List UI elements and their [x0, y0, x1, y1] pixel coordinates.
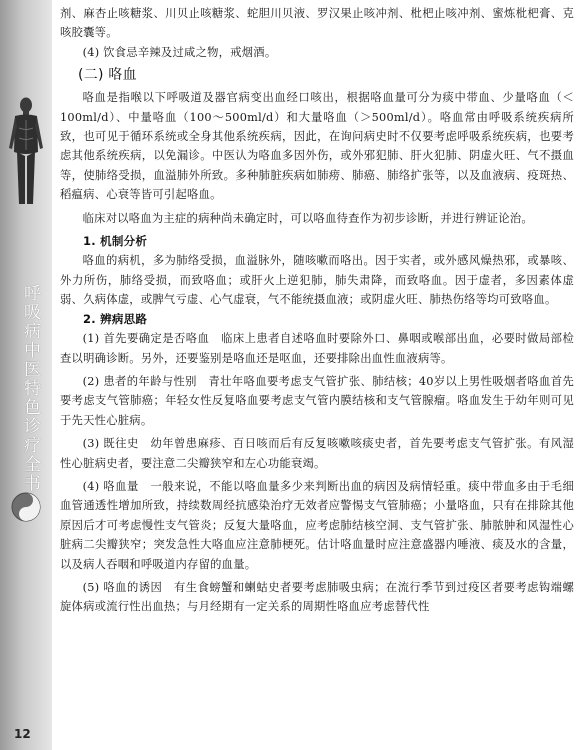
- book-title: 呼吸病中医特色诊疗全书: [20, 284, 40, 493]
- paragraph-continuation: 剂、麻杏止咳糖浆、川贝止咳糖浆、蛇胆川贝液、罗汉果止咳冲剂、枇杷止咳冲剂、蜜炼枇杷膏、克咳胶囊等。: [60, 7, 574, 40]
- paragraph-age-sex: (2) 患者的年龄与性别 青壮年咯血要考虑支气管扩张、肺结核；40岁以上男性吸烟者咯血首先要考虑支气管肺癌；年轻女性反复咯血要考虑支气管内膜结核和支气管腺瘤。咯血发生于幼年则可见于先天性心脏病。: [60, 374, 574, 427]
- yin-yang-seal-icon: [11, 492, 41, 522]
- section-heading-hemoptysis: (二) 咯血: [78, 67, 137, 84]
- paragraph-diet-advice: (4) 饮食忌辛辣及过咸之物，戒烟酒。: [82, 45, 277, 59]
- main-text: [60, 4, 574, 617]
- human-figure-icon: [6, 96, 46, 208]
- subheading-diagnostic-approach: 2. 辨病思路: [83, 311, 148, 326]
- paragraph-hemoptysis-definition: 咯血是指喉以下呼吸道及器官病变出血经口咳出，根据咯血量可分为痰中带血、少量咯血（＜100ml/d）、中量咯血（100～500ml/d）和大量咯血（＞500ml/d）。咯血常由呼吸系统疾病所致，也可见于循环系统或全身其他系统疾病，因此，在询问病史时不仅要考虑呼吸系统疾病，也要考虑其他系统疾病，以免漏诊。中医认为咯血多因外伤，或外邪犯肺、肝火犯肺、阴虚火旺、气不摄血等，使肺络受损，血溢肺外所致。多种肺脏疾病如肺痨、肺癌、肺络扩张等，以及血液病、疫斑热、稻瘟病、心衰等皆可引起咯血。: [60, 91, 574, 202]
- sidebar: [0, 0, 52, 750]
- paragraph-history: (3) 既往史 幼年曾患麻疹、百日咳而后有反复咳嗽咳痰史者，首先要考虑支气管扩张。有风湿性心脏病史者，要注意二尖瓣狭窄和左心功能衰竭。: [60, 437, 574, 470]
- paragraph-mechanism: 咯血的病机，多为肺络受损，血溢脉外，随咳嗽而咯出。因于实者，或外感风燥热邪，或暴咳、外力所伤，肺络受损，而致咯血；或肝火上逆犯肺，肺失肃降，而致咯血。因于虚者，多因素体虚弱、久病体虚，或脾气亏虚、心气虚衰，气不能统摄血液；或阴虚火旺、肺热伤络等均可致咯血。: [60, 254, 574, 307]
- page-number: 12: [14, 727, 31, 741]
- paragraph-amount: (4) 咯血量 一般来说，不能以咯血量多少来判断出血的病因及病情轻重。痰中带血多由于毛细血管通透性增加所致，持续数周经抗感染治疗无效者应警惕支气管肺癌；小量咯血，只有在排除其他原因后才可考虑慢性支气管炎；反复大量咯血，应考虑肺结核空洞、支气管扩张、肺脓肿和风湿性心脏病二尖瓣狭窄；突发急性大咯血应注意肺梗死。估计咯血量时应注意盛器内唾液、痰及水的含量，以及病人吞咽和呼吸道内存留的血量。: [60, 479, 574, 571]
- paragraph-confirm-hemoptysis: (1) 首先要确定是否咯血 临床上患者自述咯血时要除外口、鼻咽或喉部出血，必要时做局部检查以明确诊断。另外，还要鉴别是咯血还是呕血，还要排除出血性血液病等。: [60, 332, 574, 365]
- subheading-mechanism: 1. 机制分析: [83, 234, 148, 249]
- paragraph-clinical-diagnosis: 临床对以咯血为主症的病种尚未确定时，可以咯血待查作为初步诊断，并进行辨证论治。: [82, 211, 533, 225]
- paragraph-triggers: (5) 咯血的诱因 有生食螃蟹和蝲蛄史者要考虑肺吸虫病；在流行季节到过疫区者要考虑钩端螺旋体病或流行性出血热；与月经期有一定关系的周期性咯血应考虑替代性: [60, 580, 574, 614]
